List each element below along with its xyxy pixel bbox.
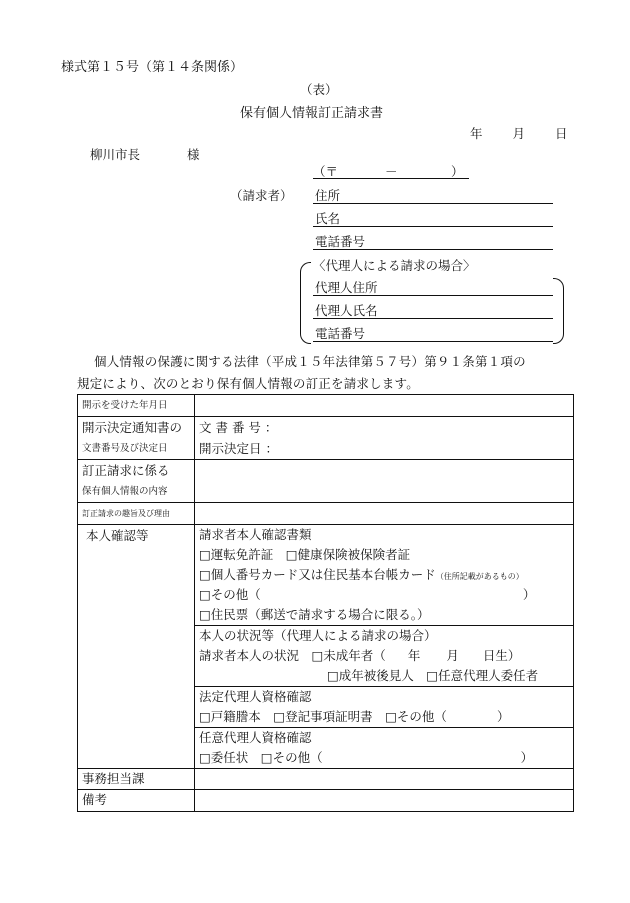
addressee: 柳川市長 <box>90 147 141 162</box>
date-year: 年 <box>470 126 483 141</box>
status-line-2[interactable]: □成年被後見人 □任意代理人委任者 <box>327 668 539 683</box>
front-label: （表） <box>300 82 338 97</box>
notice-label-a: 開示決定通知書の <box>82 420 183 435</box>
agent-address-field[interactable] <box>313 278 553 296</box>
document-number-label: 文 書 番 号 ： <box>199 420 278 435</box>
honorific: 様 <box>187 147 200 162</box>
remarks-label: 備考 <box>82 792 108 807</box>
status-year: 年 <box>407 648 421 663</box>
status-day: 日生） <box>482 648 521 663</box>
voluntary-agent-options[interactable]: □委任状 □その他（ <box>199 750 323 765</box>
statement-line-2: 規定により、次のとおり保有個人情報の訂正を請求します。 <box>77 376 419 391</box>
row-correction-content <box>78 460 574 503</box>
row-department <box>78 769 574 790</box>
id-docs-line-2[interactable]: □個人番号カード又は住民基本台帳カード <box>199 567 436 582</box>
status-minor[interactable]: 請求者本人の状況 □未成年者（ <box>199 648 386 663</box>
id-docs-other-close: ） <box>522 587 536 602</box>
legal-agent-close: ） <box>496 709 510 724</box>
left-bracket <box>300 262 311 344</box>
request-form-table <box>77 394 574 812</box>
right-bracket <box>553 278 564 344</box>
date-month: 月 <box>512 126 526 141</box>
date-field[interactable] <box>470 124 568 142</box>
postal-close: ） <box>451 164 464 179</box>
disclosure-date-field[interactable] <box>195 395 574 417</box>
legal-agent-options[interactable]: □戸籍謄本 □登記事項証明書 □その他（ <box>199 709 447 724</box>
requester-phone-label: 電話番号 <box>315 234 366 249</box>
content-label-b: 保有個人情報の内容 <box>82 486 168 497</box>
content-label-a: 訂正請求に係る <box>82 463 170 478</box>
document-title: 保有個人情報訂正請求書 <box>240 106 384 121</box>
id-docs-other[interactable]: □その他（ <box>199 587 261 602</box>
row-notice-number <box>78 417 574 460</box>
identity-check-label: 本人確認等 <box>86 528 149 543</box>
department-label: 事務担当課 <box>82 771 145 786</box>
statement-line-1: 個人情報の保護に関する法律（平成１５年法律第５７号）第９１条第１項の <box>94 354 526 369</box>
requester-phone-field[interactable] <box>313 232 553 250</box>
agent-name-field[interactable] <box>313 301 553 319</box>
row-remarks <box>78 790 574 812</box>
correction-reason-field[interactable] <box>195 503 574 525</box>
decision-date-label: 開示決定日 ： <box>199 441 278 456</box>
agent-address-label: 代理人住所 <box>315 280 378 295</box>
id-docs-line-1[interactable]: □運転免許証 □健康保険被保険者証 <box>199 547 411 562</box>
agent-phone-field[interactable] <box>313 324 553 342</box>
agent-name-label: 代理人氏名 <box>315 303 378 318</box>
row-identity-check <box>78 525 574 769</box>
status-month: 月 <box>446 648 459 663</box>
legal-agent-heading: 法定代理人資格確認 <box>199 689 312 704</box>
notice-number-field[interactable] <box>195 417 574 460</box>
requester-name-label: 氏名 <box>315 211 341 226</box>
disclosure-date-label: 開示を受けた年月日 <box>82 400 168 411</box>
requester-address-label: 住所 <box>315 188 341 203</box>
row-disclosure-date <box>78 395 574 417</box>
postal-dash: － <box>385 164 398 179</box>
date-day: 日 <box>555 126 568 141</box>
form-number: 様式第１５号（第１４条関係） <box>61 60 244 75</box>
correction-content-field[interactable] <box>195 460 574 503</box>
notice-label-b: 文書番号及び決定日 <box>82 443 168 454</box>
agent-phone-label: 電話番号 <box>315 326 366 341</box>
id-docs-line-2-note: （住所記載があるもの） <box>435 572 524 581</box>
status-heading: 本人の状況等（代理人による請求の場合） <box>199 628 437 643</box>
reason-label: 訂正請求の趣旨及び理由 <box>82 509 170 518</box>
identity-check-cell <box>195 525 574 769</box>
postal-open: （〒 <box>313 164 339 179</box>
postal-code-field[interactable] <box>313 160 469 179</box>
agent-heading: 〈代理人による請求の場合〉 <box>313 258 476 273</box>
voluntary-agent-heading: 任意代理人資格確認 <box>199 730 312 745</box>
row-correction-reason <box>78 503 574 525</box>
requester-label: （請求者） <box>230 188 293 203</box>
remarks-field[interactable] <box>195 790 574 812</box>
id-docs-heading: 請求者本人確認書類 <box>199 527 312 542</box>
requester-address-field[interactable] <box>313 186 553 204</box>
voluntary-agent-close: ） <box>520 750 534 765</box>
requester-name-field[interactable] <box>313 209 553 227</box>
id-docs-line-4[interactable]: □住民票（郵送で請求する場合に限る。） <box>199 607 430 622</box>
department-field[interactable] <box>195 769 574 790</box>
